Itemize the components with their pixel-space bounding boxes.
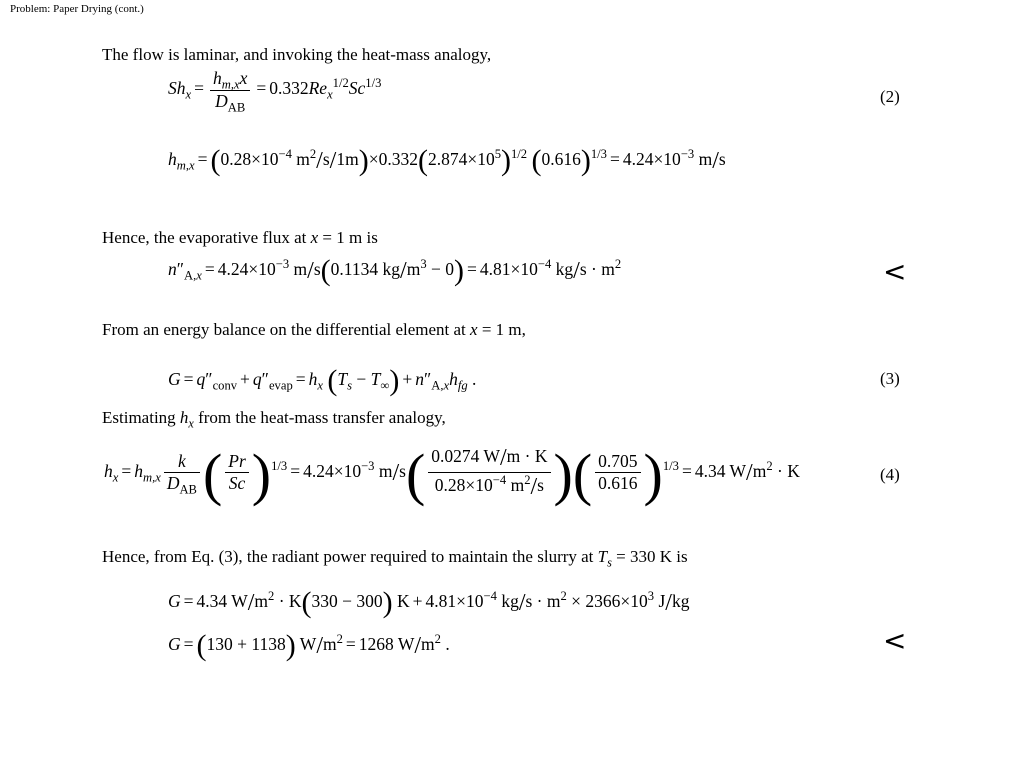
page-header: Problem: Paper Drying (cont.): [10, 3, 144, 15]
result-marker: <: [883, 255, 907, 288]
energy-balance-text: From an energy balance on the differential element at x = 1 m,: [102, 320, 526, 339]
estimating-text: Estimating $h_x$ from the heat-mass transfer analogy,: [102, 408, 446, 431]
intro-text: The flow is laminar, and invoking the heat-mass analogy,: [102, 45, 492, 64]
radiant-power-text: Hence, from Eq. (3), the radiant power required to maintain the slurry at $T_s = 330$ K is: [102, 547, 688, 570]
equation-hmx: $h_{m,x} = (0.28\times 10^{-4}$ $m^2/s/1m)\times 0.332(2.874\times 10^5)^{1/2}$ $(0.616)^{1/3} = 4.24\times 10^{-3}$ m/s: [168, 144, 726, 177]
equation-3: $G = q''_{conv} + q''_{evap} = h_x$ $(T_s - T_\infty) + n''_{A,x}h_{fg}$ .: [168, 364, 477, 397]
equation-number-4: (4): [880, 465, 900, 484]
result-marker: <: [883, 624, 907, 657]
equation-evaporative-flux: $n''_{A,x} = 4.24\times 10^{-3}$ m/s(0.1134 $kg/m^3 - 0) = 4.81\times 10^{-4}$ $kg/s \cdot m^2$: [168, 254, 622, 287]
equation-radiant-power-result: G = (130 + 1138) $W/m^2 = 1268$ $W/m^2$ .: [168, 629, 450, 662]
equation-number-2: (2): [880, 87, 900, 106]
equation-number-3: (3): [880, 369, 900, 388]
equation-2: $Sh_x$ = $\frac{h_{m,x}x}{D_{AB}}$ = $0.332Re_x^{1/2}Sc^{1/3}$: [168, 68, 382, 114]
evaporative-flux-text: Hence, the evaporative flux at x = 1 m is: [102, 228, 378, 247]
equation-4: $h_x = h_{m,x}$ $\frac{k}{D_{AB}}$ ( $\frac{Pr}{Sc}$ )$^{1/3} = 4.24\times 10^{-3}$ m/s( $\frac{0.0274 W/m \cdot K}{0.28\times 10^{-4} m^2/s}$ )( $\frac{0.705}{0.616}$ )$^{1/3}$ = 4.34 $W/m^2 \cdot K$: [104, 442, 800, 507]
equation-radiant-power: G = 4.34 $W/m^2 \cdot K(330 - 300) K + 4.81\times 10^{-4}$ $kg/s \cdot m^2 \times 2366\times 10^3$ J/kg: [168, 586, 690, 619]
